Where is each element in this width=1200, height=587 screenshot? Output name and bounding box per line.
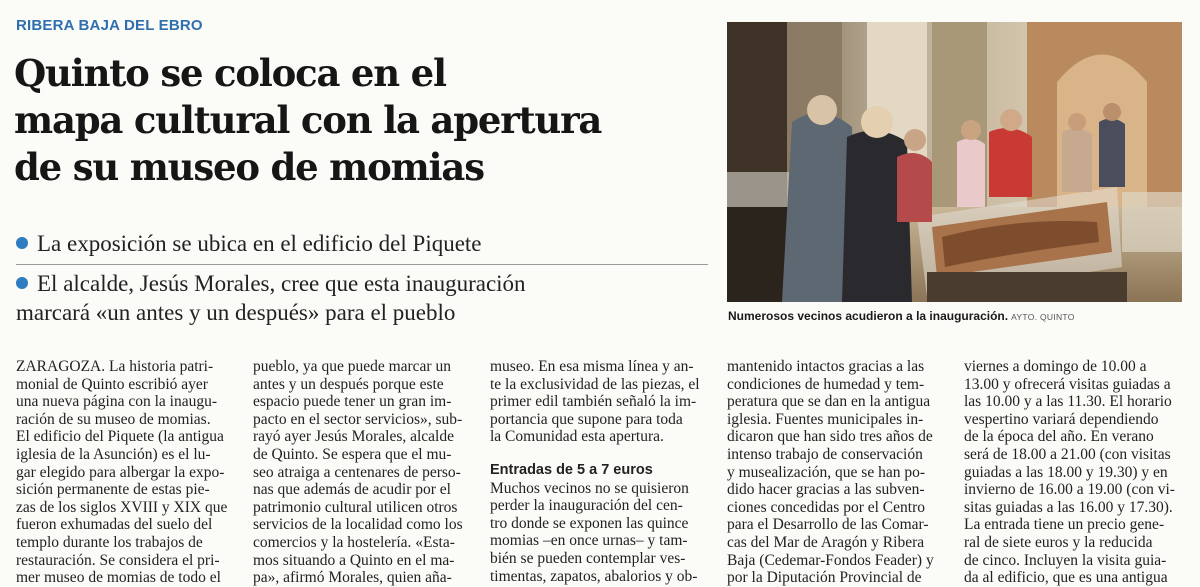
headline-line: Quinto se coloca en el — [14, 51, 446, 95]
bullet-text: marcará «un antes y un después» para el pueblo — [16, 300, 456, 325]
column-line: rayó ayer Jesús Morales, alcalde — [253, 428, 454, 446]
column-line: de la época del año. En verano — [964, 428, 1154, 446]
column-line: las 10.00 y a las 11.30. El horario — [964, 393, 1172, 411]
column-line: para el Desarrollo de las Comar- — [727, 516, 929, 534]
column-line: la Comunidad esta apertura. — [490, 428, 664, 446]
headline-line: mapa cultural con la apertura — [14, 98, 602, 142]
column-line: ciones concedidas por el Centro — [727, 498, 925, 516]
column-line: portancia que supone para toda — [490, 410, 683, 428]
column-line: de cinco. Incluyen la visita guia- — [964, 551, 1167, 569]
column-line: da al edificio, que es una antigua — [964, 569, 1168, 587]
column-line: espacio puede tener un gran im- — [253, 393, 452, 411]
museum-photo-image — [727, 22, 1182, 302]
column-line: zas de los siglos XVIII y XIX que — [16, 498, 228, 516]
column-line: iglesia de la Asunción) es el lu- — [16, 445, 211, 463]
bullet-dot-icon — [16, 237, 28, 249]
column-line: te la exclusividad de las piezas, el — [490, 375, 700, 393]
column-line: fueron exhumadas del suelo del — [16, 516, 213, 534]
photo-credit: AYTO. QUINTO — [1011, 312, 1075, 322]
column-line: ral de siete euros y la reducida — [964, 533, 1153, 551]
caption-text: Numerosos vecinos acudieron a la inauguración. — [728, 309, 1009, 323]
column-line: sitas guiadas a las 16.00 y 17.30). — [964, 498, 1173, 516]
divider — [16, 264, 708, 265]
column-line: por la Diputación Provincial de — [727, 569, 922, 587]
column-line: dido hacer gracias a las subven- — [727, 481, 925, 499]
column-line: guiadas a las 18.00 y 19.30) y en — [964, 463, 1168, 481]
column-line: dicaron que han sido tres años de — [727, 428, 933, 446]
column-line: bién se pueden contemplar ves- — [490, 549, 686, 567]
column-line: de Quinto. Se espera que el mu- — [253, 445, 452, 463]
headline-line: de su museo de momias — [14, 145, 484, 189]
column-line: El edificio del Piquete (la antigua — [16, 428, 224, 446]
article-column — [253, 358, 478, 587]
column-line: patrimonio cultural utilicen otros — [253, 498, 458, 516]
column-line: ZARAGOZA. La historia patri- — [16, 358, 214, 375]
headline — [14, 50, 714, 191]
column-line: pacto en el sector servicios», sub- — [253, 410, 463, 428]
column-line: mantenido intactos gracias a las — [727, 358, 925, 375]
column-line: perder la inauguración del cen- — [490, 497, 683, 515]
column-line: La entrada tiene un precio gene- — [964, 516, 1165, 534]
column-line: restauración. Se considera el pri- — [16, 551, 220, 569]
column-line: 13.00 y ofrecerá visitas guiadas a — [964, 375, 1171, 393]
article-column — [490, 358, 715, 585]
bullet-dot-icon — [16, 277, 28, 289]
column-line: museo. En esa misma línea y an- — [490, 358, 694, 375]
column-line: pa», afirmó Morales, quien aña- — [253, 569, 452, 587]
column-line: tro donde se exponen las quince — [490, 514, 689, 532]
column-line: mer museo de momias de todo el — [16, 569, 221, 587]
column-line: pueblo, ya que puede marcar un — [253, 358, 451, 375]
column-line: una nueva página con la inaugu- — [16, 393, 217, 411]
column-line: intenso trabajo de conservación — [727, 445, 923, 463]
column-line: servicios de la localidad como los — [253, 516, 463, 534]
photo-caption — [728, 309, 1075, 323]
subhead-bullet — [16, 229, 482, 258]
column-line: primer edil también señaló la im- — [490, 393, 697, 411]
bullet-text: La exposición se ubica en el edificio del Piquete — [37, 231, 482, 256]
column-line: momias –en once urnas– y tam- — [490, 532, 688, 550]
column-line: viernes a domingo de 10.00 a — [964, 358, 1147, 375]
column-line: gar elegido para albergar la expo- — [16, 463, 225, 481]
museum-photo — [727, 22, 1182, 302]
column-line: iglesia. Fuentes municipales in- — [727, 410, 924, 428]
article-column — [16, 358, 241, 587]
column-line: peratura que se dan en la antigua — [727, 393, 931, 411]
column-line: templo durante los trabajos de — [16, 533, 203, 551]
column-line: y musealización, que se han po- — [727, 463, 925, 481]
column-line: nas que además de acudir por el — [253, 481, 451, 499]
column-line: timentas, zapatos, abalorios y ob- — [490, 567, 698, 585]
subhead-bullet — [16, 269, 526, 327]
section-subhead: Entradas de 5 a 7 euros — [490, 461, 653, 478]
column-line: cas del Mar de Aragón y Ribera — [727, 533, 925, 551]
article-column — [964, 358, 1189, 587]
column-line: Baja (Cedemar-Fondos Feader) y — [727, 551, 934, 569]
column-line: sición permanente de estas pie- — [16, 481, 210, 499]
article-column — [727, 358, 952, 587]
column-line: ración de su museo de momias. — [16, 410, 211, 428]
column-line: invierno de 16.00 a 19.00 (con vi- — [964, 481, 1175, 499]
column-line: seo atraiga a centenares de perso- — [253, 463, 461, 481]
column-line: antes y un después porque este — [253, 375, 444, 393]
column-line: condiciones de humedad y tem- — [727, 375, 925, 393]
column-line: comercios y la hostelería. «Esta- — [253, 533, 455, 551]
column-line: vespertino variará dependiendo — [964, 410, 1159, 428]
column-line: monial de Quinto escribió ayer — [16, 375, 208, 393]
column-line: mos situando a Quinto en el ma- — [253, 551, 455, 569]
bullet-text: El alcalde, Jesús Morales, cree que esta inauguración — [37, 271, 526, 296]
section-label: RIBERA BAJA DEL EBRO — [16, 17, 203, 34]
column-line: Muchos vecinos no se quisieron — [490, 479, 689, 497]
column-line: será de 18.00 a 21.00 (con visitas — [964, 445, 1171, 463]
